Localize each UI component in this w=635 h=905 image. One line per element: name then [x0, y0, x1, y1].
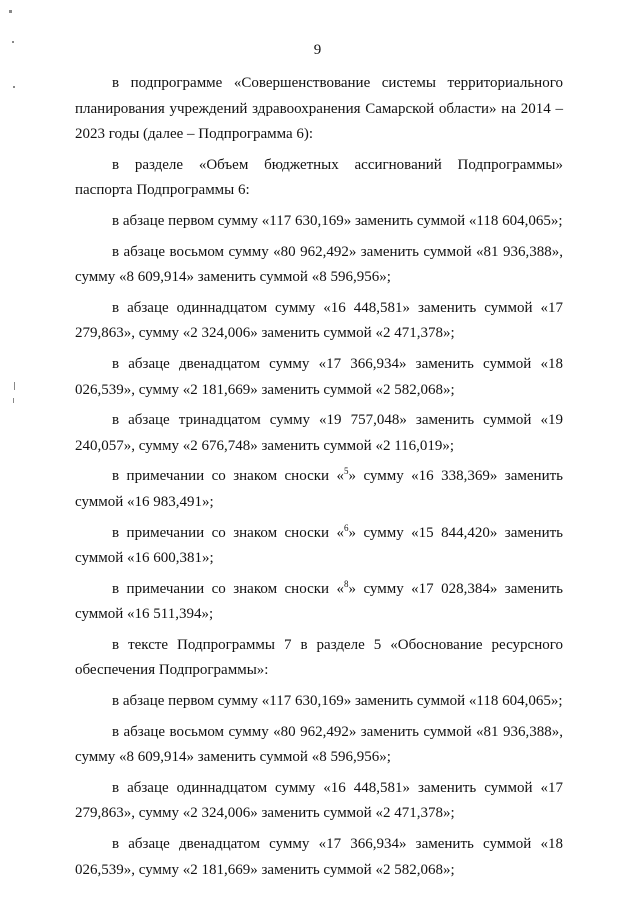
- scan-artifact: [13, 398, 14, 403]
- paragraph: в абзаце восьмом сумму «80 962,492» заменить суммой «81 936,388», сумму «8 609,914» заменить суммой «8 596,956»;: [75, 723, 563, 766]
- document-body: [75, 71, 563, 888]
- paragraph: в абзаце двенадцатом сумму «17 366,934» заменить суммой «18 026,539», сумму «2 181,669» заменить суммой «2 582,068»;: [75, 355, 563, 398]
- paragraph-text: в примечании со знаком сноски «: [112, 524, 344, 541]
- scan-artifact: [9, 10, 12, 13]
- paragraph: в абзаце первом сумму «117 630,169» заменить суммой «118 604,065»;: [112, 212, 563, 229]
- paragraph-text: » сумму «15 844,420» заменить суммой «16 600,381»;: [75, 524, 563, 567]
- paragraph: в абзаце одиннадцатом сумму «16 448,581» заменить суммой «17 279,863», сумму «2 324,006» заменить суммой «2 471,378»;: [75, 299, 563, 342]
- paragraph: в абзаце двенадцатом сумму «17 366,934» заменить суммой «18 026,539», сумму «2 181,669» заменить суммой «2 582,068»;: [75, 836, 563, 878]
- footnote-mark: 5: [344, 466, 349, 477]
- paragraph: в абзаце первом сумму «117 630,169» заменить суммой «118 604,065»;: [112, 693, 563, 710]
- footnote-paragraph: [75, 577, 563, 628]
- paragraph: в подпрограмме «Совершенствование системы территориального планирования учреждений здравоохранения Самарской области» на 2014 – 2023 годы (далее – Подпрограмма 6):: [75, 75, 563, 143]
- paragraph: в абзаце восьмом сумму «80 962,492» заменить суммой «81 936,388», сумму «8 609,914» заменить суммой «8 596,956»;: [75, 243, 563, 286]
- scan-artifact: [14, 382, 15, 390]
- page-number: 9: [313, 42, 322, 58]
- paragraph: в абзаце одиннадцатом сумму «16 448,581» заменить суммой «17 279,863», сумму «2 324,006» заменить суммой «2 471,378»;: [75, 779, 563, 822]
- footnote-paragraph: [75, 521, 563, 572]
- paragraph-text: в примечании со знаком сноски «: [112, 468, 344, 485]
- paragraph-text: в примечании со знаком сноски «: [112, 580, 344, 597]
- paragraph: в абзаце тринадцатом сумму «19 757,048» заменить суммой «19 240,057», сумму «2 676,748» заменить суммой «2 116,019»;: [75, 412, 563, 454]
- footnote-paragraph: [75, 464, 563, 515]
- paragraph: в разделе «Объем бюджетных ассигнований Подпрограммы» паспорта Подпрограммы 6:: [75, 156, 563, 199]
- paragraph: в тексте Подпрограммы 7 в разделе 5 «Обоснование ресурсного обеспечения Подпрограммы»:: [75, 636, 563, 679]
- paragraph-text: » сумму «17 028,384» заменить суммой «16 511,394»;: [75, 580, 563, 623]
- footnote-mark: 8: [344, 578, 349, 589]
- scan-artifact: [13, 86, 15, 88]
- paragraph-text: » сумму «16 338,369» заменить суммой «16 983,491»;: [75, 468, 563, 510]
- footnote-mark: 6: [344, 522, 349, 533]
